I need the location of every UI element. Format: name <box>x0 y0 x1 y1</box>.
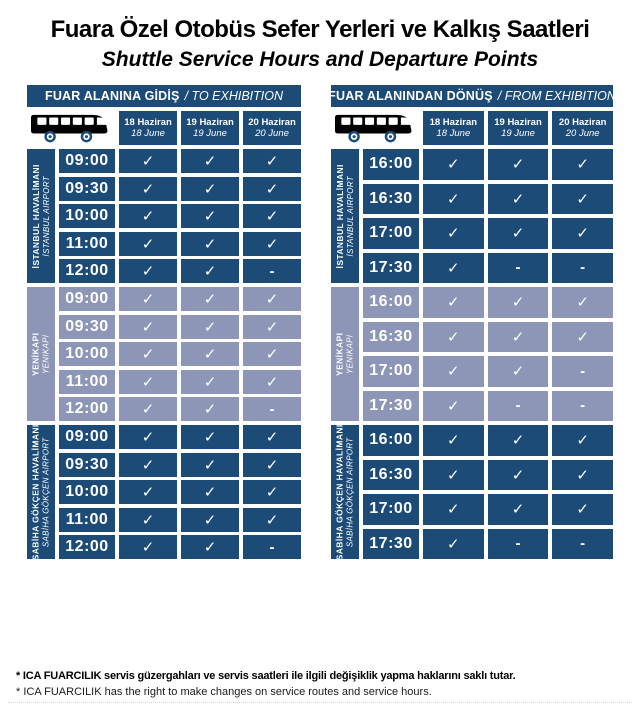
group-rows <box>59 425 301 559</box>
service-check-cell: ✓ <box>181 480 239 504</box>
schedule-row <box>363 460 613 491</box>
location-name-english: SABİHA GÖKÇEN AIRPORT <box>41 437 51 547</box>
no-service-cell: - <box>243 535 301 559</box>
time-cell: 17:00 <box>363 494 419 525</box>
no-service-cell: - <box>552 391 613 422</box>
service-check-cell: ✓ <box>181 177 239 201</box>
date-label-english: 18 June <box>131 128 165 139</box>
service-check-cell: ✓ <box>119 508 177 532</box>
table-column-headers <box>27 111 301 145</box>
service-check-cell: ✓ <box>243 149 301 173</box>
schedule-row <box>59 508 301 532</box>
location-name-english: SABİHA GÖKÇEN AIRPORT <box>345 437 355 547</box>
time-cell: 17:30 <box>363 253 419 284</box>
service-check-cell: ✓ <box>243 287 301 311</box>
schedule-row <box>59 480 301 504</box>
time-cell: 09:00 <box>59 149 115 173</box>
time-cell: 17:00 <box>363 218 419 249</box>
service-check-cell: ✓ <box>119 315 177 339</box>
location-name-turkish: YENİKAPI <box>334 332 345 376</box>
time-cell: 10:00 <box>59 480 115 504</box>
schedule-row <box>363 425 613 456</box>
service-check-cell: ✓ <box>423 356 484 387</box>
service-check-cell: ✓ <box>243 177 301 201</box>
date-label-english: 20 June <box>255 128 289 139</box>
time-cell: 09:00 <box>59 287 115 311</box>
location-name-english: İSTANBUL AIRPORT <box>41 175 51 257</box>
service-check-cell: ✓ <box>243 453 301 477</box>
time-cell: 12:00 <box>59 397 115 421</box>
time-cell: 11:00 <box>59 232 115 256</box>
location-name-turkish: İSTANBUL HAVALİMANI <box>30 163 41 269</box>
schedule-row <box>59 535 301 559</box>
service-check-cell: ✓ <box>243 508 301 532</box>
service-check-cell: ✓ <box>423 529 484 560</box>
service-check-cell: ✓ <box>243 342 301 366</box>
date-column-header <box>488 111 549 145</box>
schedule-row <box>363 184 613 215</box>
location-name-turkish: SABİHA GÖKÇEN HAVALİMANI <box>334 424 345 560</box>
location-group <box>331 287 613 421</box>
schedule-row <box>363 253 613 284</box>
service-check-cell: ✓ <box>423 218 484 249</box>
service-check-cell: ✓ <box>552 460 613 491</box>
time-cell: 11:00 <box>59 370 115 394</box>
date-column-header <box>552 111 613 145</box>
no-service-cell: - <box>488 391 549 422</box>
service-check-cell: ✓ <box>423 425 484 456</box>
service-check-cell: ✓ <box>243 480 301 504</box>
service-check-cell: ✓ <box>423 253 484 284</box>
no-service-cell: - <box>552 356 613 387</box>
location-label-text <box>335 424 356 560</box>
schedule-row <box>363 391 613 422</box>
bus-icon <box>31 113 111 143</box>
service-check-cell: ✓ <box>243 425 301 449</box>
schedule-row <box>363 494 613 525</box>
location-label-text <box>31 164 52 268</box>
time-cell: 12:00 <box>59 535 115 559</box>
service-check-cell: ✓ <box>181 425 239 449</box>
schedule-row <box>59 177 301 201</box>
service-check-cell: ✓ <box>181 453 239 477</box>
table-to-exhibition <box>27 85 301 559</box>
service-check-cell: ✓ <box>552 322 613 353</box>
time-cell: 09:30 <box>59 177 115 201</box>
service-check-cell: ✓ <box>488 425 549 456</box>
service-check-cell: ✓ <box>181 232 239 256</box>
schedule-row <box>59 149 301 173</box>
service-check-cell: ✓ <box>181 287 239 311</box>
schedule-row <box>59 397 301 421</box>
service-check-cell: ✓ <box>552 149 613 180</box>
group-rows <box>363 287 613 421</box>
location-label-text <box>31 424 52 560</box>
schedule-row <box>363 322 613 353</box>
location-label-text <box>335 332 356 375</box>
service-check-cell: ✓ <box>243 370 301 394</box>
date-label-english: 19 June <box>501 128 535 139</box>
location-group <box>27 149 301 283</box>
service-check-cell: ✓ <box>423 494 484 525</box>
location-name-english: YENIKAPI <box>41 334 51 374</box>
time-cell: 16:00 <box>363 149 419 180</box>
no-service-cell: - <box>552 253 613 284</box>
schedule-row <box>363 218 613 249</box>
date-column-header <box>181 111 239 145</box>
date-label-turkish: 18 Haziran <box>429 116 478 128</box>
service-check-cell: ✓ <box>423 460 484 491</box>
service-check-cell: ✓ <box>181 259 239 283</box>
time-cell: 12:00 <box>59 259 115 283</box>
faint-bottom-line <box>8 702 632 703</box>
service-check-cell: ✓ <box>243 232 301 256</box>
table-header-label-turkish: FUAR ALANINA GİDİŞ <box>44 89 180 103</box>
schedule-row <box>59 259 301 283</box>
schedule-row <box>59 342 301 366</box>
service-check-cell: ✓ <box>119 232 177 256</box>
location-group <box>27 287 301 421</box>
date-label-english: 20 June <box>565 128 600 139</box>
page-title: Fuara Özel Otobüs Sefer Yerleri ve Kalkış Saatleri <box>50 16 590 43</box>
service-check-cell: ✓ <box>423 287 484 318</box>
no-service-cell: - <box>243 259 301 283</box>
service-check-cell: ✓ <box>552 218 613 249</box>
location-label-text <box>31 332 52 375</box>
schedule-row <box>59 287 301 311</box>
time-cell: 16:00 <box>363 287 419 318</box>
service-check-cell: ✓ <box>181 397 239 421</box>
location-label <box>27 425 55 559</box>
service-check-cell: ✓ <box>488 287 549 318</box>
schedule-row <box>59 453 301 477</box>
service-check-cell: ✓ <box>119 204 177 228</box>
schedule-row <box>59 370 301 394</box>
date-label-turkish: 20 Haziran <box>248 116 296 128</box>
time-cell: 11:00 <box>59 508 115 532</box>
service-check-cell: ✓ <box>488 149 549 180</box>
service-check-cell: ✓ <box>552 287 613 318</box>
table-from-exhibition <box>328 85 616 560</box>
service-check-cell: ✓ <box>488 460 549 491</box>
location-label <box>331 149 359 283</box>
table-header-bar <box>328 85 616 107</box>
no-service-cell: - <box>488 253 549 284</box>
time-cell: 16:30 <box>363 184 419 215</box>
service-check-cell: ✓ <box>181 204 239 228</box>
schedule-row <box>363 356 613 387</box>
time-cell: 16:30 <box>363 322 419 353</box>
schedule-row <box>59 232 301 256</box>
group-rows <box>59 287 301 421</box>
tables-container <box>0 85 640 559</box>
location-group <box>331 425 613 559</box>
time-cell: 09:30 <box>59 315 115 339</box>
group-rows <box>59 149 301 283</box>
location-name-turkish: İSTANBUL HAVALİMANI <box>334 163 345 269</box>
service-check-cell: ✓ <box>119 149 177 173</box>
service-check-cell: ✓ <box>119 287 177 311</box>
location-group <box>331 149 613 283</box>
service-check-cell: ✓ <box>119 535 177 559</box>
location-name-english: YENIKAPI <box>345 334 355 374</box>
location-name-turkish: YENİKAPI <box>30 332 41 376</box>
time-cell: 10:00 <box>59 204 115 228</box>
time-cell: 16:00 <box>363 425 419 456</box>
service-check-cell: ✓ <box>243 315 301 339</box>
location-group <box>27 425 301 559</box>
table-column-headers <box>331 111 613 145</box>
location-label <box>331 287 359 421</box>
location-label-text <box>335 164 356 268</box>
page-subtitle: Shuttle Service Hours and Departure Points <box>101 48 539 71</box>
date-label-turkish: 19 Haziran <box>186 116 234 128</box>
time-cell: 09:00 <box>59 425 115 449</box>
time-cell: 16:30 <box>363 460 419 491</box>
service-check-cell: ✓ <box>243 204 301 228</box>
table-header-label-english: / FROM EXHIBITION <box>497 89 616 103</box>
service-check-cell: ✓ <box>488 184 549 215</box>
time-cell: 10:00 <box>59 342 115 366</box>
service-check-cell: ✓ <box>119 397 177 421</box>
service-check-cell: ✓ <box>181 535 239 559</box>
time-cell: 17:30 <box>363 529 419 560</box>
date-label-english: 19 June <box>193 128 227 139</box>
date-label-turkish: 19 Haziran <box>494 116 542 128</box>
service-check-cell: ✓ <box>181 370 239 394</box>
footnote-turkish: * ICA FUARCILIK servis güzergahları ve servis saatleri ile ilgili değişiklik yapma haklarını saklı tutar. <box>16 670 516 682</box>
time-cell: 09:30 <box>59 453 115 477</box>
no-service-cell: - <box>243 397 301 421</box>
service-check-cell: ✓ <box>181 508 239 532</box>
location-label <box>27 287 55 421</box>
service-check-cell: ✓ <box>181 149 239 173</box>
table-header-label-english: / TO EXHIBITION <box>184 89 284 103</box>
location-name-turkish: SABİHA GÖKÇEN HAVALİMANI <box>30 424 41 560</box>
service-check-cell: ✓ <box>119 370 177 394</box>
group-rows <box>363 149 613 283</box>
service-check-cell: ✓ <box>423 149 484 180</box>
date-label-turkish: 20 Haziran <box>558 116 607 128</box>
schedule-row <box>363 149 613 180</box>
date-column-header <box>423 111 484 145</box>
service-check-cell: ✓ <box>423 322 484 353</box>
schedule-row <box>363 287 613 318</box>
location-label <box>27 149 55 283</box>
date-label-turkish: 18 Haziran <box>124 116 172 128</box>
time-cell: 17:00 <box>363 356 419 387</box>
service-check-cell: ✓ <box>423 184 484 215</box>
no-service-cell: - <box>552 529 613 560</box>
table-header-bar <box>27 85 301 107</box>
bus-icon <box>335 113 415 143</box>
service-check-cell: ✓ <box>181 342 239 366</box>
service-check-cell: ✓ <box>119 177 177 201</box>
service-check-cell: ✓ <box>488 356 549 387</box>
date-column-header <box>119 111 177 145</box>
service-check-cell: ✓ <box>181 315 239 339</box>
service-check-cell: ✓ <box>552 494 613 525</box>
bus-cell <box>331 111 419 145</box>
schedule-row <box>59 315 301 339</box>
group-rows <box>363 425 613 559</box>
bus-cell <box>27 111 115 145</box>
footnotes <box>16 670 630 698</box>
schedule-row <box>59 204 301 228</box>
table-header-label-turkish: FUAR ALANINDAN DÖNÜŞ <box>328 89 493 103</box>
schedule-row <box>363 529 613 560</box>
footnote-english: * ICA FUARCILIK has the right to make changes on service routes and service hours. <box>16 686 432 698</box>
location-name-english: İSTANBUL AIRPORT <box>345 175 355 257</box>
date-label-english: 18 June <box>436 128 471 139</box>
schedule-row <box>59 425 301 449</box>
service-check-cell: ✓ <box>552 425 613 456</box>
service-check-cell: ✓ <box>552 184 613 215</box>
service-check-cell: ✓ <box>488 494 549 525</box>
location-label <box>331 425 359 559</box>
service-check-cell: ✓ <box>119 480 177 504</box>
service-check-cell: ✓ <box>119 453 177 477</box>
no-service-cell: - <box>488 529 549 560</box>
time-cell: 17:30 <box>363 391 419 422</box>
service-check-cell: ✓ <box>488 218 549 249</box>
service-check-cell: ✓ <box>119 425 177 449</box>
date-column-header <box>243 111 301 145</box>
service-check-cell: ✓ <box>119 259 177 283</box>
service-check-cell: ✓ <box>488 322 549 353</box>
service-check-cell: ✓ <box>119 342 177 366</box>
service-check-cell: ✓ <box>423 391 484 422</box>
